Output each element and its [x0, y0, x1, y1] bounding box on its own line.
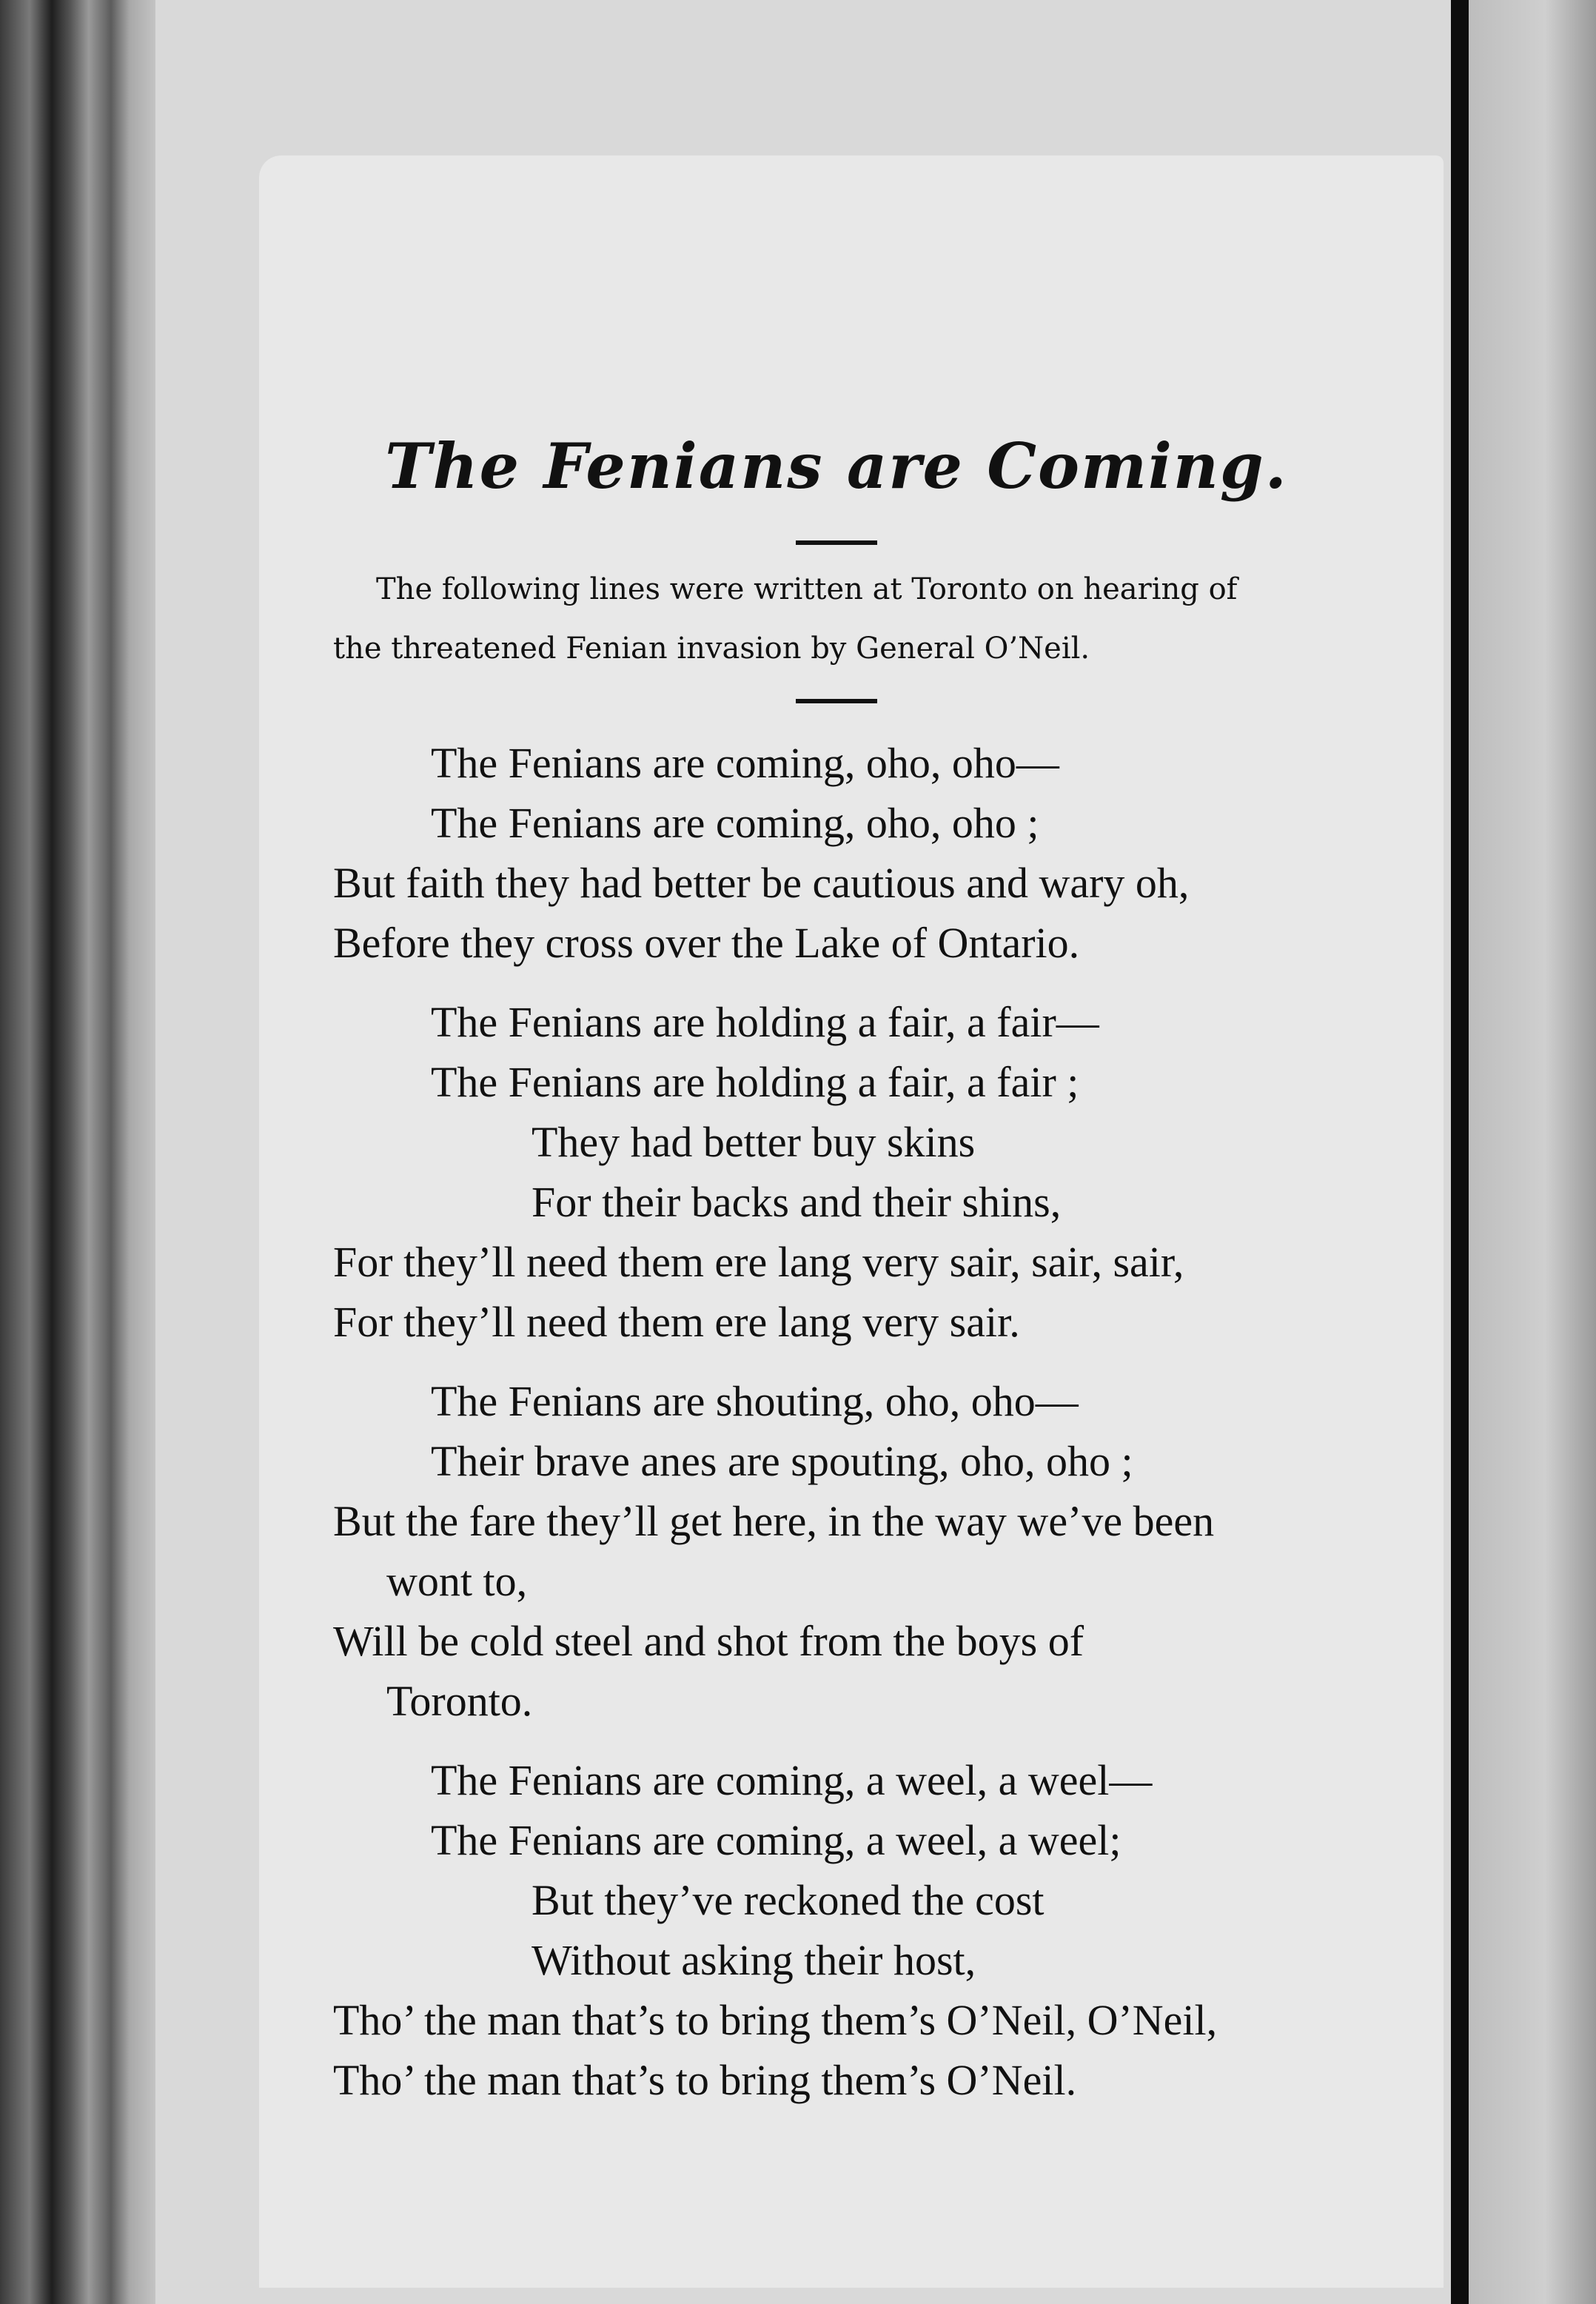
page-title: The Fenians are Coming.	[385, 429, 1288, 503]
intro-line: The following lines were written at Toronto on hearing of	[376, 572, 1238, 606]
verse-line: The Fenians are coming, a weel, a weel;	[431, 1816, 1121, 1864]
verse-line: Tho’ the man that’s to bring them’s O’Neil.	[333, 2056, 1077, 2104]
verse-line: Their brave anes are spouting, oho, oho ;	[431, 1437, 1133, 1485]
verse-line: The Fenians are coming, a weel, a weel—	[431, 1756, 1153, 1804]
verse-line: For they’ll need them ere lang very sair, sair, sair,	[333, 1238, 1184, 1286]
verse-line: The Fenians are shouting, oho, oho—	[431, 1377, 1079, 1425]
stanza-1	[333, 733, 1340, 973]
verse-line: The Fenians are holding a fair, a fair—	[431, 998, 1099, 1046]
verse-line: Before they cross over the Lake of Ontario.	[333, 919, 1080, 967]
verse-line: Toronto.	[386, 1677, 533, 1725]
verse-line: For their backs and their shins,	[532, 1178, 1062, 1226]
verse-line: The Fenians are coming, oho, oho—	[431, 739, 1059, 787]
poem-content	[333, 415, 1340, 2129]
stanza-2	[333, 992, 1340, 1352]
verse-line: They had better buy skins	[532, 1118, 976, 1166]
verse-line: But the fare they’ll get here, in the way we’ve been	[333, 1497, 1215, 1545]
verse-line: But faith they had better be cautious and wary oh,	[333, 859, 1190, 907]
verse-line: wont to,	[386, 1557, 528, 1605]
verse-line: Tho’ the man that’s to bring them’s O’Neil, O’Neil,	[333, 1996, 1218, 2044]
page-edge-rule	[1451, 0, 1469, 2304]
intro-line: the threatened Fenian invasion by General O’Neil.	[333, 632, 1090, 666]
intro-divider	[796, 699, 877, 703]
verse-line: But they’ve reckoned the cost	[532, 1876, 1045, 1924]
verse-line: Without asking their host,	[532, 1936, 976, 1984]
title-divider	[796, 540, 877, 545]
book-spine	[0, 0, 155, 2304]
adjacent-page-edge	[1469, 0, 1596, 2304]
verse-line: The Fenians are coming, oho, oho ;	[431, 799, 1039, 847]
verse-line: Will be cold steel and shot from the boys of	[333, 1617, 1084, 1665]
stanza-4	[333, 1750, 1340, 2110]
verse-line: For they’ll need them ere lang very sair.	[333, 1298, 1020, 1346]
stanza-3	[333, 1371, 1340, 1731]
verse-line: The Fenians are holding a fair, a fair ;	[431, 1058, 1079, 1106]
intro-note	[333, 560, 1340, 678]
